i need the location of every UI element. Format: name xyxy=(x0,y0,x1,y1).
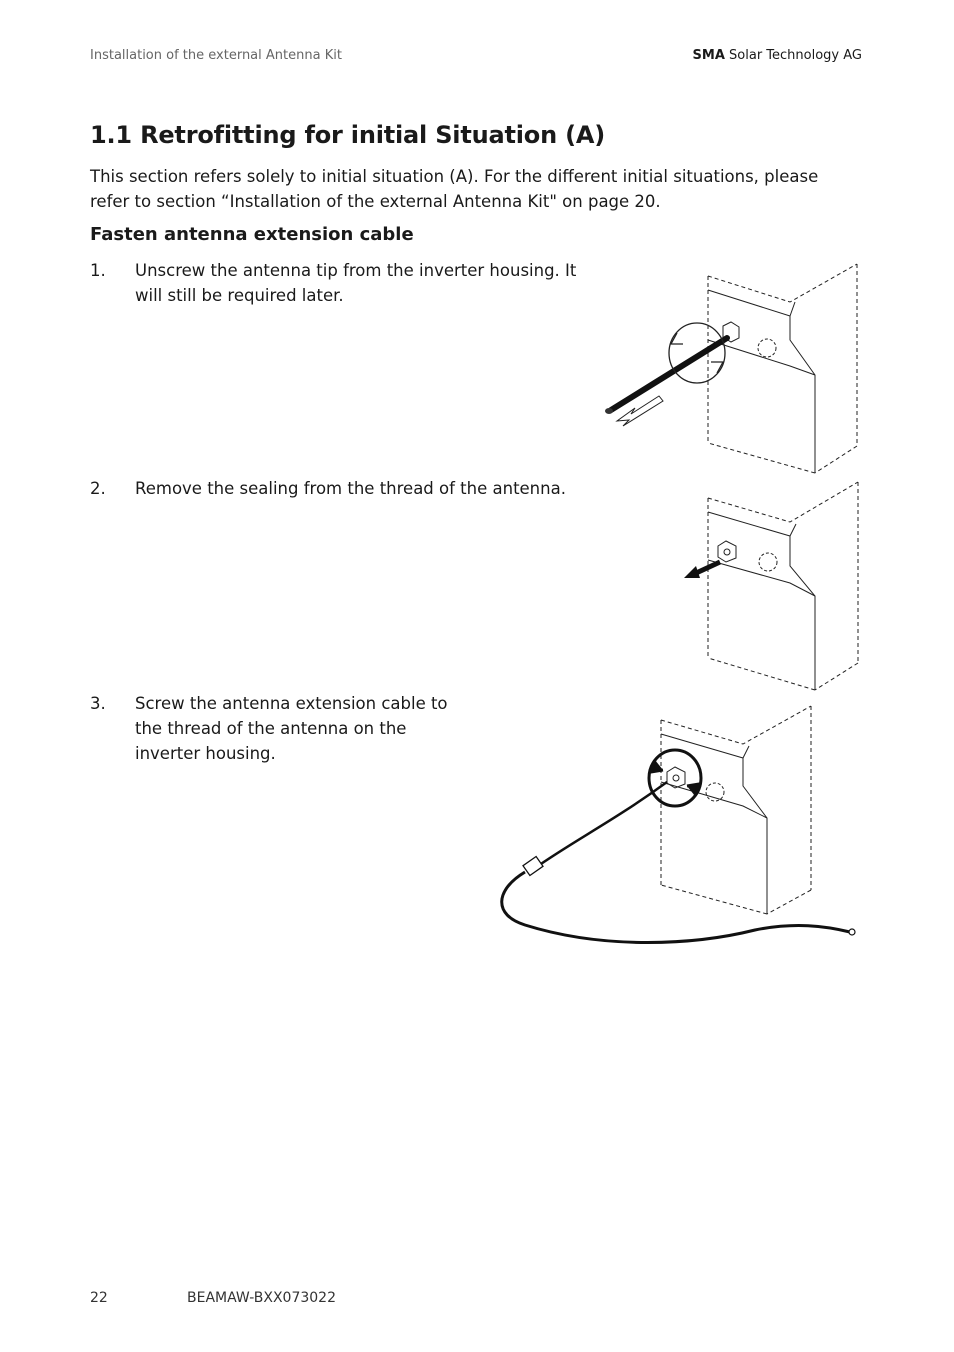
sealing-removal-arrow-icon xyxy=(684,562,720,578)
page-number: 22 xyxy=(90,1290,108,1306)
figure-screw-extension-cable xyxy=(495,700,865,955)
step-1-number: 1. xyxy=(90,261,106,280)
rotation-arrow-icon xyxy=(669,323,725,383)
subheading: Fasten antenna extension cable xyxy=(90,224,414,245)
header-company-brand: SMA xyxy=(692,48,725,63)
inverter-unscrew-illustration xyxy=(595,258,865,478)
step-1-text: Unscrew the antenna tip from the inverter housing. It will still be required later. xyxy=(135,261,577,305)
page-title: 1.1 Retrofitting for initial Situation (A) xyxy=(90,121,606,149)
inverter-cable-illustration xyxy=(495,700,865,955)
header-section-title: Installation of the external Antenna Kit xyxy=(90,48,342,63)
figure-remove-sealing xyxy=(680,478,865,693)
step-3-number: 3. xyxy=(90,694,106,713)
header-company-name: Solar Technology AG xyxy=(724,48,862,63)
step-3-text: Screw the antenna extension cable to the thread of the antenna on the inverter housing. xyxy=(135,694,448,763)
antenna-rod xyxy=(605,338,727,414)
step-2-text: Remove the sealing from the thread of the antenna. xyxy=(135,479,566,498)
step-2-number: 2. xyxy=(90,479,106,498)
header-company xyxy=(693,48,862,63)
inverter-sealing-illustration xyxy=(680,478,865,693)
intro-paragraph: This section refers solely to initial situation (A). For the different initial situations, please refer to section “Installation of the external Antenna Kit" on page 20. xyxy=(90,167,819,211)
figure-unscrew-antenna xyxy=(595,258,865,478)
document-id: BEAMAW-BXX073022 xyxy=(187,1290,336,1306)
screw-rotation-arrow-icon xyxy=(649,750,701,806)
